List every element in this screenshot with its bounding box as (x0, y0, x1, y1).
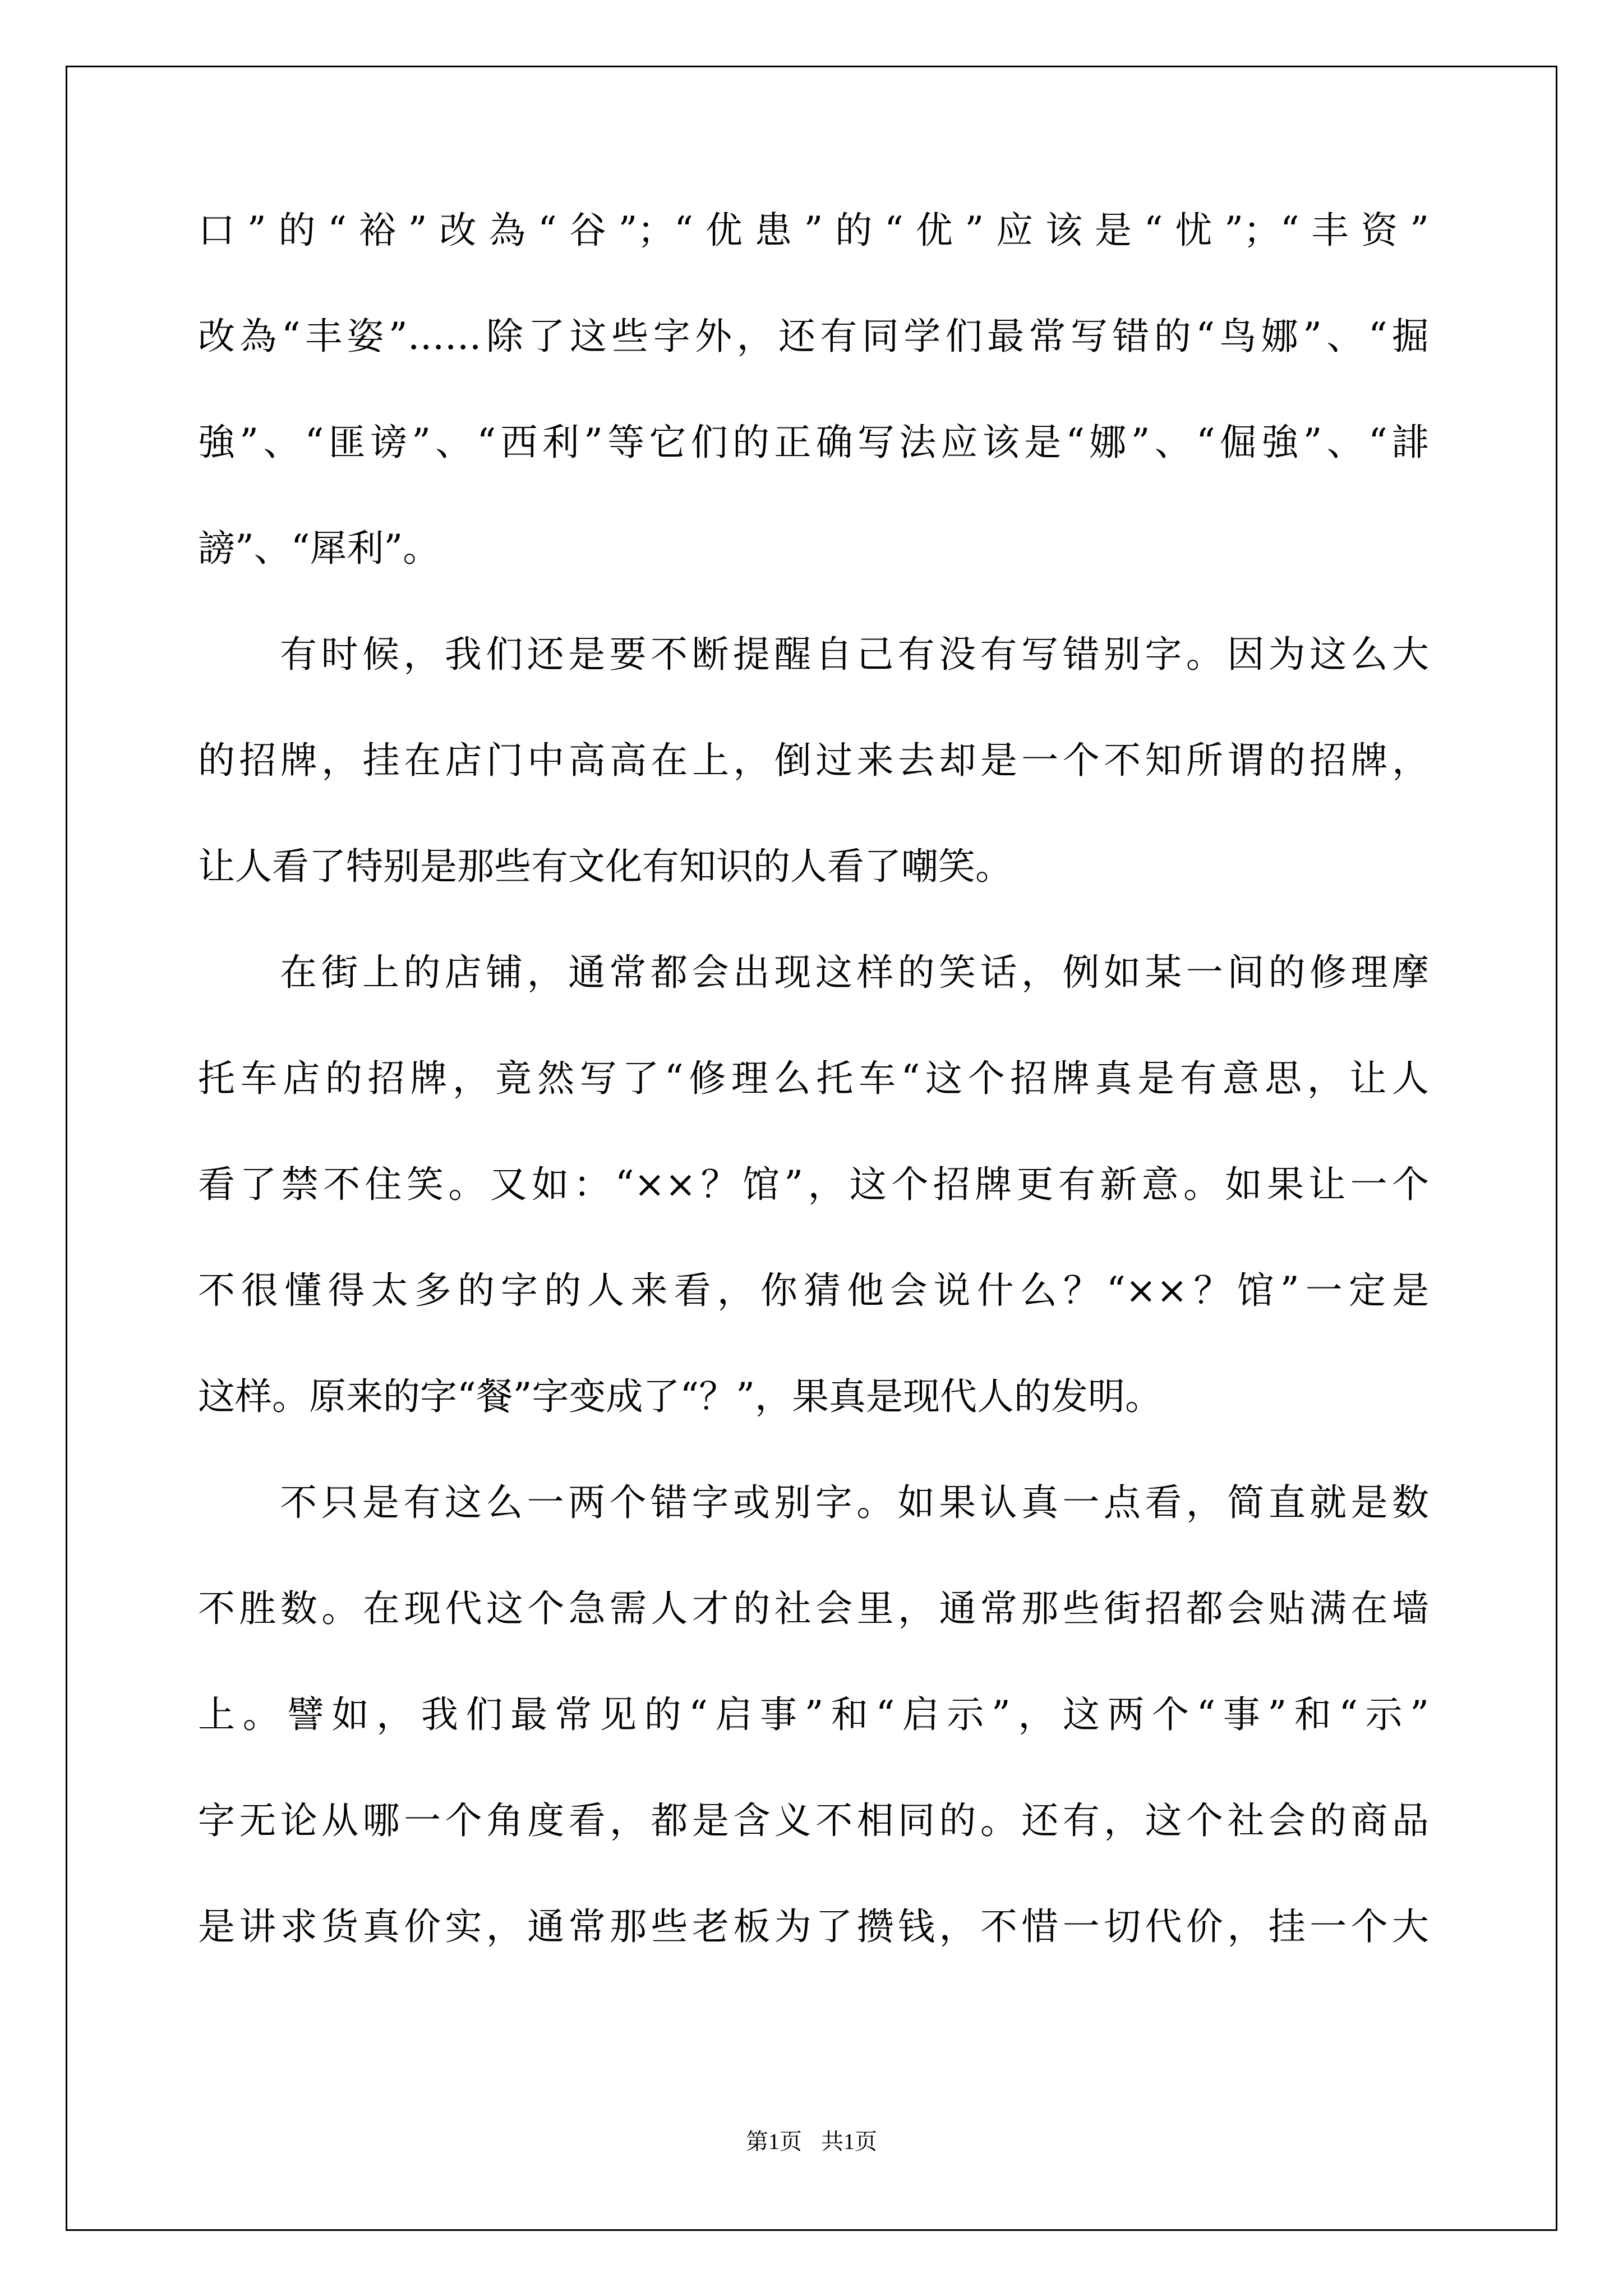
text-line: 不很懂得太多的字的人来看，你猜他会说什么？“××？馆”一定是 (198, 1269, 1429, 1312)
text-line: 謗”、“犀利”。 (198, 527, 440, 570)
text-line: 口”的“裕”改為“谷”；“优患”的“优”应该是“忧”；“丰资” (198, 209, 1429, 252)
paragraph-first-line: 不只是有这么一两个错字或别字。如果认真一点看，简直就是数 (280, 1481, 1429, 1524)
paragraph-first-line: 在街上的店铺，通常都会出现这样的笑话，例如某一间的修理摩 (280, 951, 1429, 994)
text-line: 字无论从哪一个角度看，都是含义不相同的。还有，这个社会的商品 (198, 1799, 1429, 1842)
text-line: 不胜数。在现代这个急需人才的社会里，通常那些街招都会贴满在墙 (198, 1587, 1429, 1630)
text-line: 让人看了特别是那些有文化有知识的人看了嘲笑。 (198, 845, 1012, 888)
text-line: 看了禁不住笑。又如：“××？馆”，这个招牌更有新意。如果让一个 (198, 1163, 1429, 1206)
text-line: 是讲求货真价实，通常那些老板为了攒钱，不惜一切代价，挂一个大 (198, 1905, 1429, 1948)
text-line: 的招牌，挂在店门中高高在上，倒过来去却是一个不知所谓的招牌， (198, 739, 1429, 782)
text-line: 这样。原来的字“餐”字变成了“？”，果真是现代人的发明。 (198, 1375, 1162, 1418)
page-number: 第1页 (746, 2129, 802, 2154)
text-line: 改為“丰姿”……除了这些字外，还有同学们最常写错的“鸟娜”、“掘 (198, 315, 1429, 358)
page-footer (0, 2124, 1623, 2156)
text-line: 上。譬如，我们最常见的“启事”和“启示”，这两个“事”和“示” (198, 1693, 1429, 1736)
text-line: 托车店的招牌，竟然写了“修理么托车“这个招牌真是有意思，让人 (198, 1057, 1429, 1100)
text-line: 強”、“匪谤”、“西利”等它们的正确写法应该是“娜”、“倔強”、“誹 (198, 421, 1429, 464)
page-total: 共1页 (821, 2129, 877, 2154)
paragraph-first-line: 有时候，我们还是要不断提醒自己有没有写错别字。因为这么大 (280, 633, 1429, 676)
